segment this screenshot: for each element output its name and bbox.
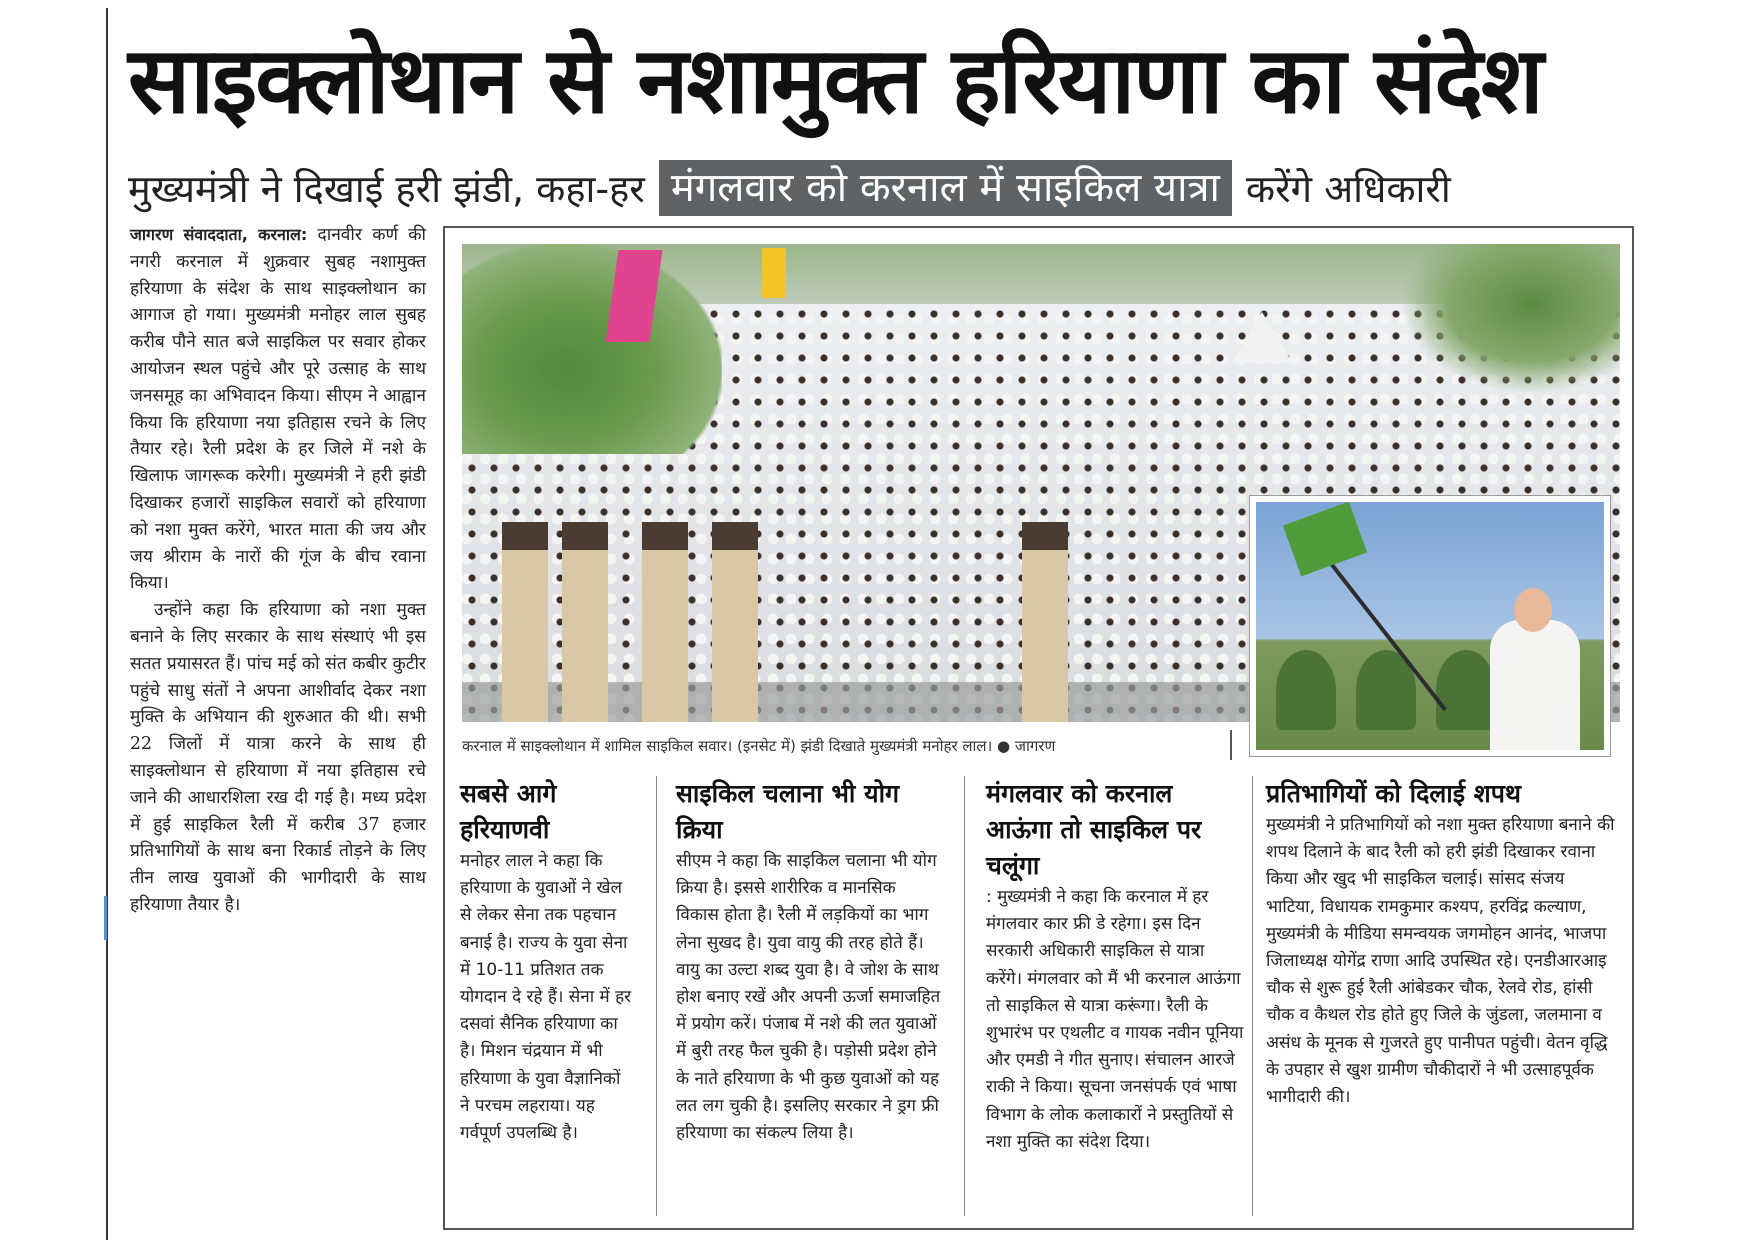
column-divider xyxy=(656,776,657,1216)
police-officer xyxy=(712,522,758,722)
column-divider xyxy=(1252,776,1253,1216)
sub-story-2-title: साइकिल चलाना भी योग क्रिया xyxy=(676,779,900,844)
sub-story-4-title: प्रतिभागियों को दिलाई शपथ xyxy=(1266,779,1521,808)
chief-minister-head xyxy=(1514,588,1552,632)
main-story-column xyxy=(130,222,426,1232)
tree xyxy=(1276,650,1336,730)
sub-story-3-body: : मुख्यमंत्री ने कहा कि करनाल में हर मंगलवार कार फ्री डे रहेगा। इस दिन सरकारी अधिकारी साइकिल से यात्रा करेंगे। मंगलवार को मैं भी करनाल आऊंगा तो साइकिल से यात्रा करूंगा। रैली के शुभारंभ पर एथलीट व गायक नवीन पूनिया और एमडी ने गीत सुनाए। संचालन आरजे राकी ने किया। सूचना जनसंपर्क एवं भाषा विभाग के लोक कलाकारों ने प्रस्तुतियों से नशा मुक्ति का संदेश दिया। xyxy=(986,887,1244,1152)
scroll-marker xyxy=(104,896,107,940)
subheadline xyxy=(128,158,1451,218)
tree xyxy=(1436,650,1496,730)
column-divider xyxy=(964,776,965,1216)
photo-caption: करनाल में साइक्लोथान में शामिल साइकिल सवार। (इनसेट में) झंडी दिखाते मुख्यमंत्री मनोहर लाल। ● जागरण xyxy=(462,737,1056,755)
page-left-rule xyxy=(106,8,108,1240)
sub-story-1 xyxy=(460,776,632,1216)
trees-right xyxy=(1400,244,1620,394)
dateline: जागरण संवाददाता, करनाल: xyxy=(130,225,308,244)
sub-story-2-body: सीएम ने कहा कि साइकिल चलाना भी योग क्रिया है। इससे शारीरिक व मानसिक विकास होता है। रैली में लड़कियों का भाग लेना सुखद है। युवा वायु की तरह होते हैं। वायु का उल्टा शब्द युवा है। वे जोश के साथ होश बनाए रखें और अपनी ऊर्जा समाजहित में प्रयोग करें। पंजाब में नशे की लत युवाओं में बुरी तरह फैल चुकी है। पड़ोसी प्रदेश होने के नाते हरियाणा के भी कुछ युवाओं को यह लत लग चुकी है। इसलिए सरकार ने ड्रग फ्री हरियाणा का संकल्प लिया है। xyxy=(676,851,941,1144)
chief-minister-figure xyxy=(1490,620,1580,750)
trees-left xyxy=(462,244,722,454)
caption-divider xyxy=(1230,730,1232,760)
sub-story-1-title: सबसे आगे हरियाणवी xyxy=(460,779,557,844)
sub-story-2 xyxy=(676,776,942,1216)
subheadline-part1: मुख्यमंत्री ने दिखाई हरी झंडी, कहा-हर xyxy=(128,167,645,211)
police-officer xyxy=(642,522,688,722)
person-standing xyxy=(502,522,548,722)
subheadline-part2: करेंगे अधिकारी xyxy=(1245,167,1451,211)
green-flag xyxy=(1283,502,1367,577)
headline: साइक्लोथान से नशामुक्त हरियाणा का संदेश xyxy=(128,27,1542,134)
story-paragraph-1 xyxy=(130,222,426,597)
sub-story-4 xyxy=(1266,776,1618,1216)
sub-story-4-body: मुख्यमंत्री ने प्रतिभागियों को नशा मुक्त हरियाणा बनाने की शपथ दिलाने के बाद रैली को हरी झंडी दिखाकर रवाना किया और खुद भी साइकिल चलाई। सांसद संजय भाटिया, विधायक रामकुमार कश्यप, हरविंद्र कल्याण, मुख्यमंत्री के मीडिया समन्वयक जगमोहन आनंद, भाजपा जिलाध्यक्ष योगेंद्र राणा आदि उपस्थित रहे। एनडीआरआइ चौक से शुरू हुई रैली आंबेडकर चौक, रेलवे रोड, हांसी चौक व कैथल रोड होते हुए जिले के जुंडला, जलमाना व असंध के मूनक से गुजरते हुए पानीपत पहुंची। वेतन वृद्धि के उपहार से खुश ग्रामीण चौकीदारों ने भी उत्साहपूर्वक भागीदारी की। xyxy=(1266,815,1615,1108)
yellow-flag xyxy=(762,248,786,298)
road-sign xyxy=(1232,312,1292,362)
story-paragraph-1-text: दानवीर कर्ण की नगरी करनाल में शुक्रवार सुबह नशामुक्त हरियाणा के संदेश के साथ साइक्लोथान का आगाज हो गया। मुख्यमंत्री मनोहर लाल सुबह करीब पौने सात बजे साइकिल पर सवार होकर आयोजन स्थल पहुंचे और पूरे उत्साह के साथ जनसमूह का अभिवादन किया। सीएम ने आह्वान किया कि हरियाणा नया इतिहास रचने के लिए तैयार रहे। रैली प्रदेश के हर जिले में नशे के खिलाफ जागरूक करेगी। मुख्यमंत्री ने हरी झंडी दिखाकर हजारों साइकिल सवारों को हरियाणा को नशा मुक्त करेंगे, भारत माता की जय और जय श्रीराम के नारों की गूंज के बीच रवाना किया। xyxy=(130,225,426,594)
sub-story-3-title: मंगलवार को करनाल आऊंगा तो साइकिल पर चलूंगा xyxy=(986,779,1202,880)
police-officer xyxy=(1022,522,1068,722)
sub-story-3 xyxy=(986,776,1244,1216)
story-paragraph-2: उन्होंने कहा कि हरियाणा को नशा मुक्त बनाने के लिए सरकार के साथ संस्थाएं भी इस सतत प्रयासरत हैं। पांच मई को संत कबीर कुटीर पहुंचे साधु संतों ने अपना आशीर्वाद देकर नशा मुक्ति के अभियान की शुरुआत की थी। सभी 22 जिलों में यात्रा करने के साथ ही साइक्लोथान से हरियाणा में नया इतिहास रचे जाने की आधारशिला रख दी गई है। मध्य प्रदेश में हुई साइकिल रैली में करीब 37 हजार प्रतिभागियों के साथ बना रिकार्ड तोड़ने के लिए तीन लाख युवाओं की भागीदारी के साथ हरियाणा तैयार है। xyxy=(130,600,426,915)
subheadline-highlight: मंगलवार को करनाल में साइकिल यात्रा xyxy=(659,160,1232,216)
police-officer xyxy=(562,522,608,722)
sub-story-1-body: मनोहर लाल ने कहा कि हरियाणा के युवाओं ने खेल से लेकर सेना तक पहचान बनाई है। राज्य के युवा सेना में 10-11 प्रतिशत तक योगदान दे रहे हैं। सेना में हर दसवां सैनिक हरियाणा का है। मिशन चंद्रयान में भी हरियाणा के युवा वैज्ञानिकों ने परचम लहराया। यह गर्वपूर्ण उपलब्धि है। xyxy=(460,851,632,1144)
inset-photo-cm-waving-flag xyxy=(1250,496,1610,756)
